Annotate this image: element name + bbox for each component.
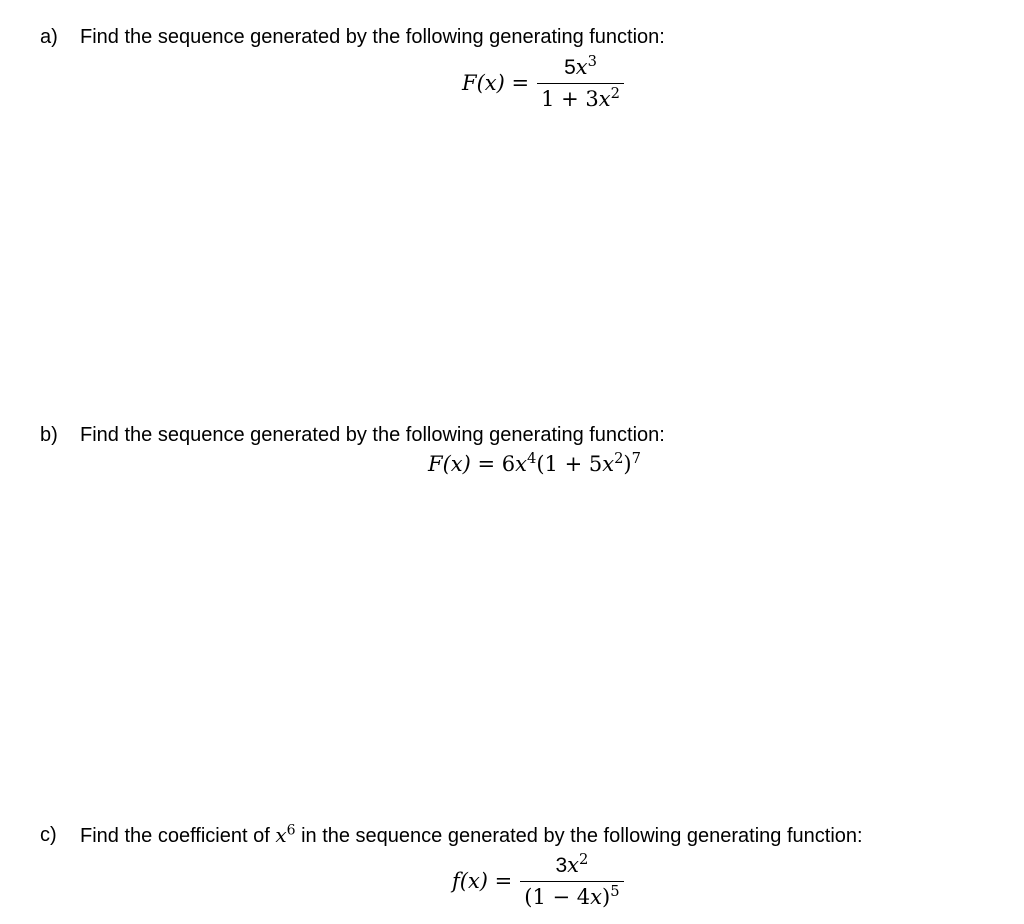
problem-b-exp2: 2: [614, 449, 624, 467]
problem-c-text: [80, 823, 863, 848]
problem-b-var: x: [515, 452, 527, 476]
problem-c-equation-lhs: f(x) =: [452, 869, 513, 893]
problem-c-text-before: Find the coefficient of: [80, 825, 276, 847]
problem-c-label: c): [40, 824, 57, 846]
problem-a-num-var: x: [575, 55, 588, 79]
problem-a-den-base: 1 + 3: [541, 87, 599, 111]
problem-b-label: b): [40, 424, 58, 446]
problem-b-text: Find the sequence generated by the following generating function:: [80, 424, 665, 446]
problem-c-den-open: (1 − 4: [524, 885, 591, 909]
problem-c-den-close: ): [602, 885, 611, 909]
problem-b-coef: 6: [501, 452, 516, 476]
problem-b-equation: [428, 449, 641, 476]
problem-a-num-exp: 3: [587, 52, 597, 70]
problem-a-den-exp: 2: [610, 84, 620, 102]
problem-c-text-exp: 6: [286, 822, 296, 839]
problem-b-var2: x: [602, 452, 615, 476]
problem-c-text-after: in the sequence generated by the following generating function:: [295, 825, 863, 847]
problem-c-den-var: x: [590, 885, 602, 909]
problem-b-paren-open: (1 + 5: [536, 452, 603, 476]
problem-a-text: Find the sequence generated by the following generating function:: [80, 26, 665, 48]
problem-b-outer-exp: 7: [631, 449, 641, 467]
problem-c-num-coef: 3: [555, 854, 568, 877]
problem-a-num-coef: 5: [564, 56, 576, 79]
problem-a-label: a): [40, 26, 58, 48]
problem-a-equation: [462, 54, 624, 112]
problem-a-numerator: [560, 54, 601, 83]
problem-b-paren-close: ): [623, 452, 632, 476]
problem-c-equation: [452, 852, 624, 910]
problem-c-den-exp: 5: [610, 882, 620, 900]
problem-b-exp: 4: [526, 449, 537, 467]
problem-c-numerator: [551, 852, 592, 881]
problem-a-den-var: x: [598, 87, 611, 111]
problem-a-denominator: [537, 83, 624, 112]
problem-c-num-var: x: [567, 853, 579, 877]
problem-a-equation-lhs: F(x) =: [462, 71, 530, 95]
problem-c-fraction: [520, 852, 623, 910]
problem-c-text-var: x: [275, 823, 287, 847]
problem-c-num-exp: 2: [579, 850, 589, 868]
problem-b-equation-lhs: F(x) =: [428, 452, 496, 476]
problem-c-denominator: [520, 881, 623, 910]
problem-a-fraction: [537, 54, 624, 112]
